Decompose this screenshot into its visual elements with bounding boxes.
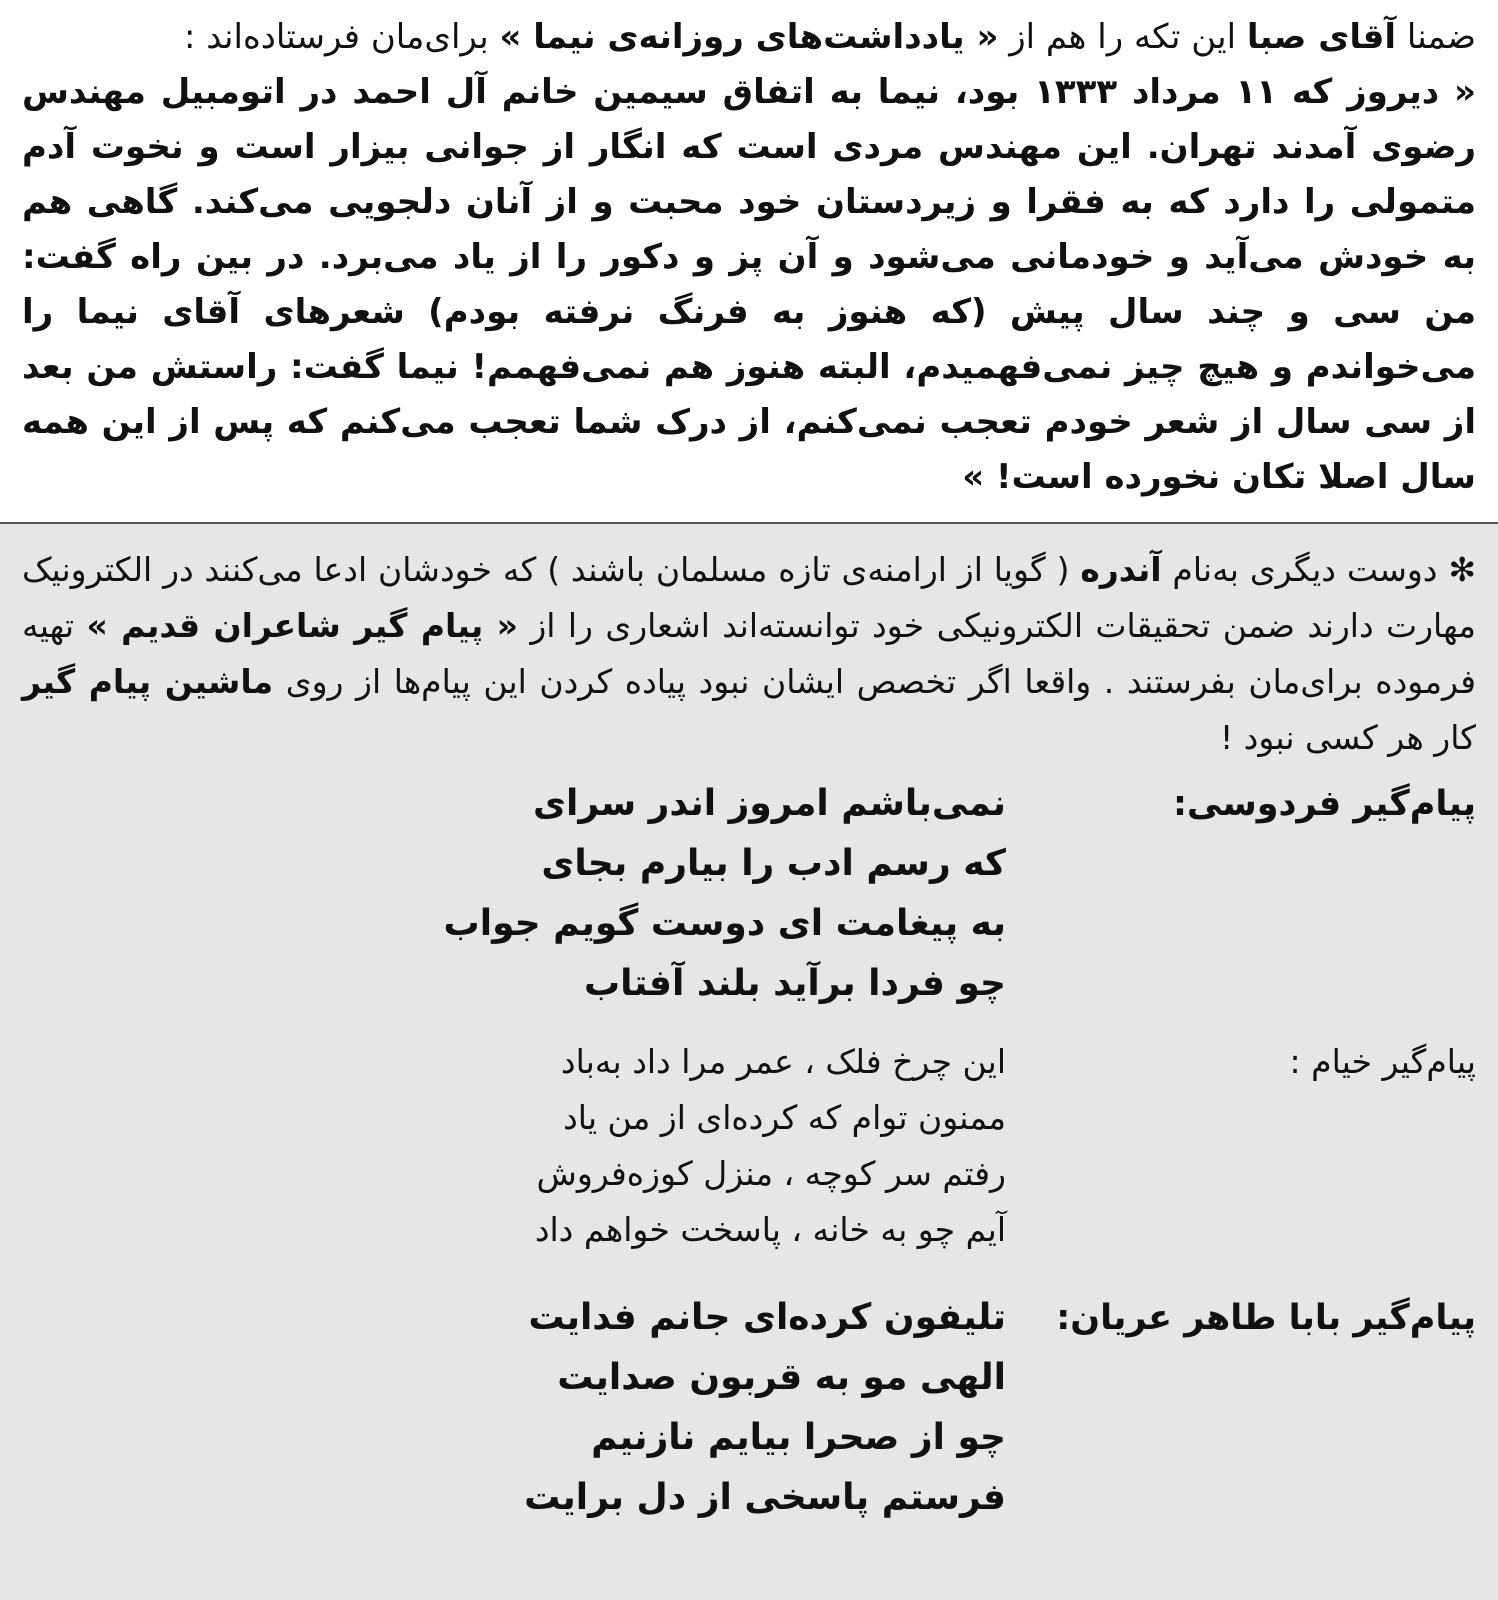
poem-label: پیام‌گیر خیام :	[1289, 1042, 1476, 1081]
text-fragment: تهیه فرموده برای‌مان بفرستند . واقعا اگر تخصص ایشان نبود پیاده کردن این پیام‌ها از روی	[22, 606, 1476, 701]
text-fragment: برای‌مان فرستاده‌اند :	[183, 17, 500, 57]
nima-diary-quote: « دیروز که ۱۱ مرداد ۱۳۳۳ بود، نیما به اتفاق سیمین خانم آل احمد در اتومبیل مهندس رضوی آمدند تهران. این مهندس مردی است که انگار از جوانی بیزار است و نخوت آدم متمولی را دارد که به فقرا و زیردستان خود محبت و از آنان دلجویی می‌کند. گاهی هم به خودش می‌آید و خودمانی می‌شود و آن پز و دکور را از یاد می‌برد. در بین راه گفت: من سی و چند سال پیش (که هنوز به فرنگ نرفته بودم) شعرهای آقای نیما را می‌خواندم و هیچ چیز نمی‌فهمیدم، البته هنوز هم نمی‌فهمم! نیما گفت: راستش من بعد از سی سال از شعر خودم تعجب نمی‌کنم، از درک شما تعجب می‌کنم که پس از این همه سال اصلا تکان نخورده است! »	[22, 72, 1476, 497]
top-section	[0, 0, 1498, 522]
name-andre: آندره	[1080, 550, 1162, 589]
name-saba: آقای صبا	[1246, 17, 1397, 57]
verse-line: ممنون توام که کرده‌ای از من یاد	[563, 1098, 1006, 1137]
text-fragment: ( گویا از ارامنه‌ی تازه مسلمان باشند ) که خودشان ادعا می‌کنند در الکترونیک مهارت دارند ضمن تحقیقات الکترونیکی خود توانسته‌اند اشعاری را از	[22, 550, 1476, 645]
poem-label: پیام‌گیر فردوسی:	[1172, 784, 1476, 824]
term-answering-machine: ماشین پیام گیر	[22, 662, 274, 701]
verse-line: به پیغامت ای دوست گویم جواب	[443, 903, 1006, 944]
text-fragment: این تکه را هم از	[998, 17, 1247, 57]
poem-label: پیام‌گیر بابا طاهر عریان:	[1056, 1298, 1476, 1338]
verse-line: آیم چو به خانه ، پاسخت خواهم داد	[534, 1210, 1006, 1249]
poem-verses	[535, 1034, 1006, 1258]
poem-verses	[524, 1288, 1006, 1528]
verse-line: فرستم پاسخی از دل برایت	[524, 1477, 1006, 1518]
text-fragment: ✻ دوست دیگری به‌نام	[1161, 550, 1477, 589]
text-fragment: کار هر کسی نبود !	[1219, 718, 1476, 757]
verse-line: رفتم سر کوچه ، منزل کوزه‌فروش	[536, 1154, 1006, 1193]
title-nima-diary: « یادداشت‌های روزانه‌ی نیما »	[499, 17, 999, 57]
verse-line: چو از صحرا بیایم نازنیم	[591, 1417, 1006, 1458]
poem-verses	[444, 774, 1006, 1014]
verse-line: تلیفون کرده‌ای جانم فدایت	[528, 1297, 1006, 1338]
text-fragment: ضمنا	[1396, 17, 1476, 57]
title-answering-machine-poets: « پیام گیر شاعران قدیم »	[86, 606, 518, 645]
poem-ferdowsi	[22, 774, 1476, 1014]
verse-line: الهی مو به قربون صدایت	[557, 1357, 1006, 1398]
verse-line: این چرخ فلک ، عمر مرا داد به‌باد	[560, 1042, 1006, 1081]
intro-line-saba	[22, 10, 1476, 65]
bottom-section	[0, 524, 1498, 1600]
intro-andre-paragraph	[22, 542, 1476, 766]
poem-baba-taher	[22, 1288, 1476, 1528]
verse-line: نمی‌باشم امروز اندر سرای	[533, 783, 1006, 824]
verse-line: که رسم ادب را بیارم بجای	[541, 843, 1006, 884]
verse-line: چو فردا برآید بلند آفتاب	[584, 963, 1006, 1004]
poem-khayyam	[22, 1034, 1476, 1258]
